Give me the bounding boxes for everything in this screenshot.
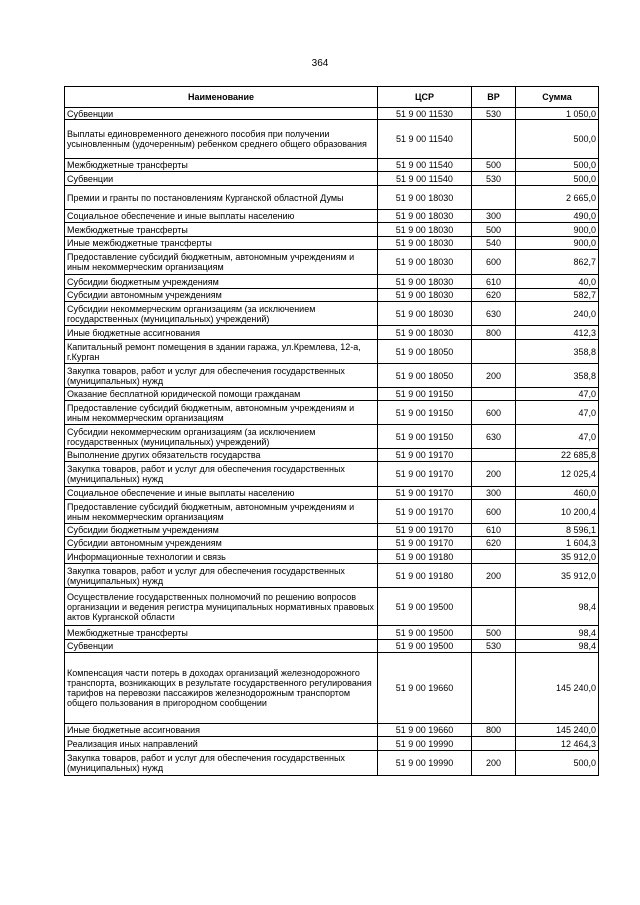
row-csr: 51 9 00 19990: [378, 737, 472, 751]
row-csr: 51 9 00 11540: [378, 172, 472, 186]
row-sum: 12 464,3: [516, 737, 599, 751]
row-name: Оказание бесплатной юридической помощи гражданам: [65, 388, 378, 401]
row-csr: 51 9 00 19180: [378, 564, 472, 588]
row-vr: [472, 550, 516, 564]
table-row: [65, 223, 599, 237]
row-sum: 40,0: [516, 275, 599, 289]
table-row: [65, 425, 599, 449]
row-name: Предоставление субсидий бюджетным, автономным учреждениям и иным некоммерческим организациям: [65, 250, 378, 275]
row-vr: 200: [472, 564, 516, 588]
row-name: Социальное обеспечение и иные выплаты населению: [65, 487, 378, 500]
row-vr: [472, 653, 516, 724]
row-sum: 10 200,4: [516, 500, 599, 524]
page-number: 364: [311, 58, 329, 69]
table-row: [65, 159, 599, 172]
row-csr: 51 9 00 18030: [378, 186, 472, 210]
row-csr: 51 9 00 11540: [378, 120, 472, 159]
row-sum: 145 240,0: [516, 653, 599, 724]
row-csr: 51 9 00 19170: [378, 449, 472, 462]
row-name: Межбюджетные трансферты: [65, 159, 378, 172]
row-name: Предоставление субсидий бюджетным, автономным учреждениям и иным некоммерческим организациям: [65, 500, 378, 524]
row-name: Выполнение других обязательств государства: [65, 449, 378, 462]
row-name: Субсидии автономным учреждениям: [65, 537, 378, 550]
row-vr: 800: [472, 326, 516, 340]
row-sum: 862,7: [516, 250, 599, 275]
table-row: [65, 640, 599, 653]
row-csr: 51 9 00 11540: [378, 159, 472, 172]
row-csr: 51 9 00 18050: [378, 364, 472, 388]
table-row: [65, 340, 599, 364]
row-vr: 530: [472, 172, 516, 186]
table-row: [65, 487, 599, 500]
table-row: [65, 724, 599, 737]
row-vr: [472, 186, 516, 210]
row-vr: 540: [472, 237, 516, 250]
row-csr: 51 9 00 19660: [378, 724, 472, 737]
header-vr: ВР: [472, 87, 516, 108]
row-sum: 47,0: [516, 425, 599, 449]
row-vr: 600: [472, 401, 516, 425]
table-row: [65, 186, 599, 210]
row-name: Иные бюджетные ассигнования: [65, 326, 378, 340]
table-row: [65, 326, 599, 340]
row-sum: 500,0: [516, 120, 599, 159]
row-name: Субвенции: [65, 172, 378, 186]
row-csr: 51 9 00 19500: [378, 588, 472, 626]
table-row: [65, 626, 599, 640]
table-row: [65, 449, 599, 462]
row-vr: [472, 120, 516, 159]
row-name: Межбюджетные трансферты: [65, 223, 378, 237]
row-name: Закупка товаров, работ и услуг для обеспечения государственных (муниципальных) нужд: [65, 751, 378, 776]
row-sum: 900,0: [516, 223, 599, 237]
row-name: Предоставление субсидий бюджетным, автономным учреждениям и иным некоммерческим организациям: [65, 401, 378, 425]
row-name: Капитальный ремонт помещения в здании гаража, ул.Кремлева, 12-а, г.Курган: [65, 340, 378, 364]
header-sum: Сумма: [516, 87, 599, 108]
table-row: [65, 108, 599, 120]
row-vr: 300: [472, 210, 516, 223]
row-csr: 51 9 00 19170: [378, 524, 472, 537]
table-row: [65, 524, 599, 537]
table-row: [65, 537, 599, 550]
table-row: [65, 751, 599, 776]
row-sum: 47,0: [516, 388, 599, 401]
row-name: Межбюджетные трансферты: [65, 626, 378, 640]
row-name: Субвенции: [65, 108, 378, 120]
table-row: [65, 172, 599, 186]
row-vr: 200: [472, 364, 516, 388]
row-sum: 490,0: [516, 210, 599, 223]
row-vr: 630: [472, 302, 516, 326]
row-sum: 358,8: [516, 340, 599, 364]
row-vr: [472, 388, 516, 401]
row-name: Субсидии бюджетным учреждениям: [65, 524, 378, 537]
row-csr: 51 9 00 18030: [378, 223, 472, 237]
row-sum: 35 912,0: [516, 564, 599, 588]
table-row: [65, 275, 599, 289]
table-row: [65, 250, 599, 275]
row-csr: 51 9 00 19500: [378, 626, 472, 640]
row-csr: 51 9 00 19990: [378, 751, 472, 776]
row-sum: 412,3: [516, 326, 599, 340]
row-csr: 51 9 00 19150: [378, 401, 472, 425]
row-name: Субсидии бюджетным учреждениям: [65, 275, 378, 289]
row-vr: 600: [472, 250, 516, 275]
row-csr: 51 9 00 19170: [378, 487, 472, 500]
row-sum: 460,0: [516, 487, 599, 500]
table-row: [65, 302, 599, 326]
row-sum: 98,4: [516, 626, 599, 640]
table-row: [65, 210, 599, 223]
row-vr: 500: [472, 626, 516, 640]
row-csr: 51 9 00 18030: [378, 326, 472, 340]
row-csr: 51 9 00 18030: [378, 250, 472, 275]
row-sum: 1 050,0: [516, 108, 599, 120]
row-name: Информационные технологии и связь: [65, 550, 378, 564]
row-name: Субсидии автономным учреждениям: [65, 289, 378, 302]
row-sum: 582,7: [516, 289, 599, 302]
row-vr: [472, 588, 516, 626]
row-csr: 51 9 00 19170: [378, 500, 472, 524]
row-csr: 51 9 00 18030: [378, 237, 472, 250]
row-vr: 630: [472, 425, 516, 449]
row-csr: 51 9 00 19170: [378, 537, 472, 550]
row-vr: 200: [472, 751, 516, 776]
table-row: [65, 500, 599, 524]
row-vr: 600: [472, 500, 516, 524]
row-name: Закупка товаров, работ и услуг для обеспечения государственных (муниципальных) нужд: [65, 462, 378, 487]
row-vr: 530: [472, 108, 516, 120]
row-sum: 47,0: [516, 401, 599, 425]
table-row: [65, 237, 599, 250]
row-vr: 610: [472, 524, 516, 537]
row-vr: [472, 449, 516, 462]
table-row: [65, 120, 599, 159]
table-row: [65, 364, 599, 388]
row-vr: 610: [472, 275, 516, 289]
row-csr: 51 9 00 18050: [378, 340, 472, 364]
row-csr: 51 9 00 19660: [378, 653, 472, 724]
row-name: Реализация иных направлений: [65, 737, 378, 751]
row-name: Субсидии некоммерческим организациям (за исключением государственных (муниципальных) учреждений): [65, 425, 378, 449]
row-vr: 800: [472, 724, 516, 737]
row-name: Иные межбюджетные трансферты: [65, 237, 378, 250]
table-row: [65, 737, 599, 751]
row-name: Выплаты единовременного денежного пособия при получении усыновленным (удочеренным) ребенком среднего общего образования: [65, 120, 378, 159]
row-sum: 900,0: [516, 237, 599, 250]
row-csr: 51 9 00 18030: [378, 289, 472, 302]
row-sum: 240,0: [516, 302, 599, 326]
row-sum: 2 665,0: [516, 186, 599, 210]
row-sum: 1 604,3: [516, 537, 599, 550]
row-name: Иные бюджетные ассигнования: [65, 724, 378, 737]
row-name: Премии и гранты по постановлениям Курганской областной Думы: [65, 186, 378, 210]
row-vr: 620: [472, 537, 516, 550]
table-row: [65, 653, 599, 724]
row-name: Субсидии некоммерческим организациям (за исключением государственных (муниципальных) учреждений): [65, 302, 378, 326]
row-vr: 300: [472, 487, 516, 500]
row-sum: 500,0: [516, 172, 599, 186]
row-csr: 51 9 00 18030: [378, 302, 472, 326]
table-row: [65, 550, 599, 564]
row-vr: 500: [472, 159, 516, 172]
row-name: Закупка товаров, работ и услуг для обеспечения государственных (муниципальных) нужд: [65, 364, 378, 388]
row-name: Субвенции: [65, 640, 378, 653]
table-row: [65, 289, 599, 302]
row-vr: 620: [472, 289, 516, 302]
row-sum: 35 912,0: [516, 550, 599, 564]
row-csr: 51 9 00 19500: [378, 640, 472, 653]
row-csr: 51 9 00 11530: [378, 108, 472, 120]
row-vr: 530: [472, 640, 516, 653]
row-csr: 51 9 00 18030: [378, 210, 472, 223]
row-csr: 51 9 00 19180: [378, 550, 472, 564]
row-vr: 500: [472, 223, 516, 237]
row-vr: 200: [472, 462, 516, 487]
row-sum: 145 240,0: [516, 724, 599, 737]
row-csr: 51 9 00 19150: [378, 425, 472, 449]
table-row: [65, 462, 599, 487]
row-sum: 98,4: [516, 588, 599, 626]
table-row: [65, 588, 599, 626]
row-csr: 51 9 00 19170: [378, 462, 472, 487]
row-name: Социальное обеспечение и иные выплаты населению: [65, 210, 378, 223]
header-name: Наименование: [65, 87, 378, 108]
budget-table: [64, 86, 599, 776]
row-sum: 12 025,4: [516, 462, 599, 487]
row-sum: 500,0: [516, 751, 599, 776]
row-vr: [472, 340, 516, 364]
row-sum: 22 685,8: [516, 449, 599, 462]
table-row: [65, 401, 599, 425]
table-row: [65, 388, 599, 401]
row-sum: 358,8: [516, 364, 599, 388]
row-name: Компенсация части потерь в доходах организаций железнодорожного транспорта, возникающих в результате государственного регулирования тарифов на перевозки пассажиров железнодорожным транспортом общего пользования в пригородном сообщении: [65, 653, 378, 724]
row-vr: [472, 737, 516, 751]
row-name: Осуществление государственных полномочий по решению вопросов организации и ведения регистра муниципальных нормативных правовых актов Курганской области: [65, 588, 378, 626]
row-csr: 51 9 00 19150: [378, 388, 472, 401]
row-sum: 98,4: [516, 640, 599, 653]
table-header-row: [65, 87, 599, 108]
row-name: Закупка товаров, работ и услуг для обеспечения государственных (муниципальных) нужд: [65, 564, 378, 588]
table-row: [65, 564, 599, 588]
row-sum: 500,0: [516, 159, 599, 172]
row-sum: 8 596,1: [516, 524, 599, 537]
header-csr: ЦСР: [378, 87, 472, 108]
row-csr: 51 9 00 18030: [378, 275, 472, 289]
